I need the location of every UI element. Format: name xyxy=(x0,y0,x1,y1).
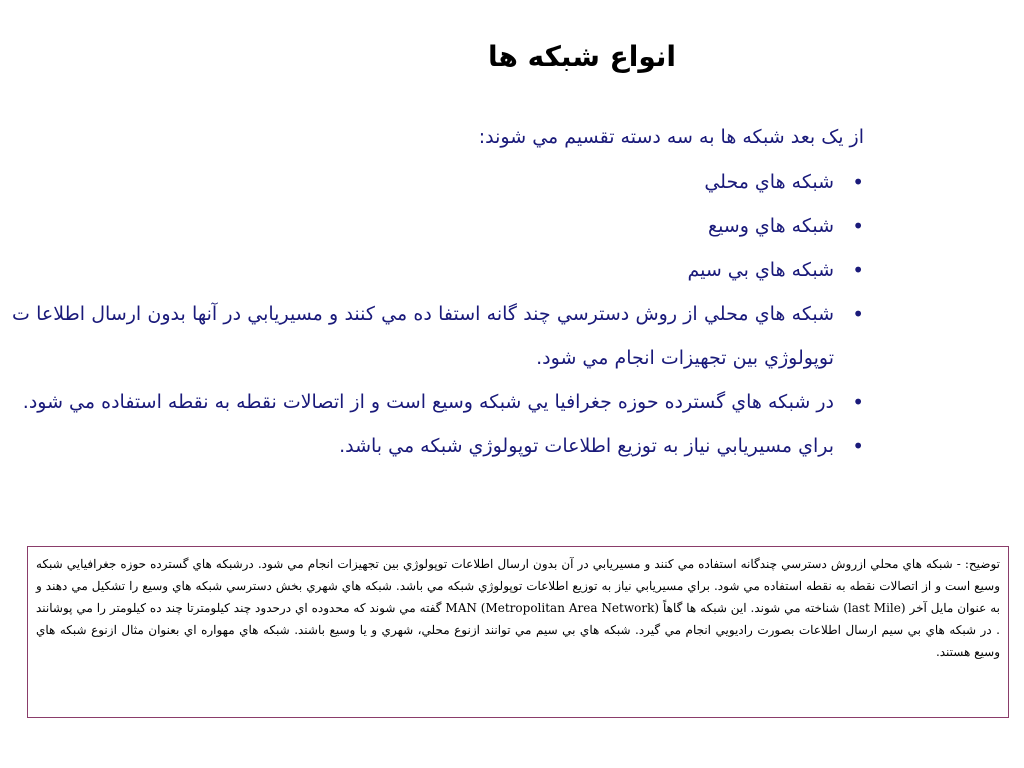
slide-content xyxy=(12,120,864,468)
bullet-icon: • xyxy=(852,390,864,414)
bullet-text: شبکه هاي محلي xyxy=(704,171,834,193)
bullet-item-local-networks xyxy=(12,160,864,204)
bullet-item-wide-networks xyxy=(12,204,864,248)
bullet-icon: • xyxy=(852,170,864,194)
bullet-text: براي مسيريابي نياز به توزيع اطلاعات توپولوژي شبکه مي باشد. xyxy=(339,435,834,457)
bullet-icon: • xyxy=(852,214,864,238)
slide-title: انواع شبکه ها xyxy=(487,40,677,73)
intro-text: از يک بعد شبکه ها به سه دسته تقسيم مي شوند: xyxy=(478,126,864,148)
bullet-item-local-routing xyxy=(12,292,864,380)
bullet-text: در شبکه هاي گسترده حوزه جغرافيا يي شبکه وسيع است و از اتصالات نقطه به نقطه استفاده مي شود. xyxy=(22,391,834,413)
bullet-icon: • xyxy=(852,258,864,282)
notes-text: توضيح: - شبکه هاي محلي ازروش دسترسي چندگانه استفاده مي کنند و مسيريابي در آن بدون ارسال اطلاعات توپولوژي بين تجهيزات انجام مي شود. درشبکه هاي گسترده حوزه جغرافيايي شبکه وسيع است و از اتصالات نقطه به نقطه استفاده مي شود. براي مسيريابي نياز به توزيع اطلاعات توپولوژي شبکه مي باشد. شبکه هاي شهري بخش دسترسي شبکه هاي وسيع را تشکيل مي دهند و به عنوان مايل آخر (last Mile) شناخته مي شوند. اين شبکه ها گاهاً MAN (Metropolitan Area Network) گفته مي شوند که محدوده اي درحدود چند کيلومترتا چند ده کيلومتر را مي پوشانند . در شبکه هاي بي سيم ارسال اطلاعات بصورت راديويي انجام مي گيرد. شبکه هاي بي سيم مي توانند ازنوع محلي، شهري و يا وسيع باشند. شبکه هاي مهواره اي بعنوان مثال ازنوع شبکه هاي وسيع هستند. xyxy=(36,557,1001,659)
bullet-item-routing-topology xyxy=(12,424,864,468)
notes-box xyxy=(27,546,1009,718)
bullet-text: شبکه هاي بي سيم xyxy=(687,259,834,281)
bullet-item-wireless-networks xyxy=(12,248,864,292)
bullet-text: شبکه هاي محلي از روش دسترسي چند گانه استفا ده مي کنند و مسيريابي در آنها بدون ارسال اطلاعا ت توپولوژي بين تجهيزات انجام مي شود. xyxy=(12,303,834,369)
bullet-icon: • xyxy=(852,434,864,458)
bullet-item-wide-area xyxy=(12,380,864,424)
bullet-list xyxy=(12,160,864,468)
bullet-icon: • xyxy=(852,302,864,326)
bullet-text: شبکه هاي وسيع xyxy=(707,215,834,237)
